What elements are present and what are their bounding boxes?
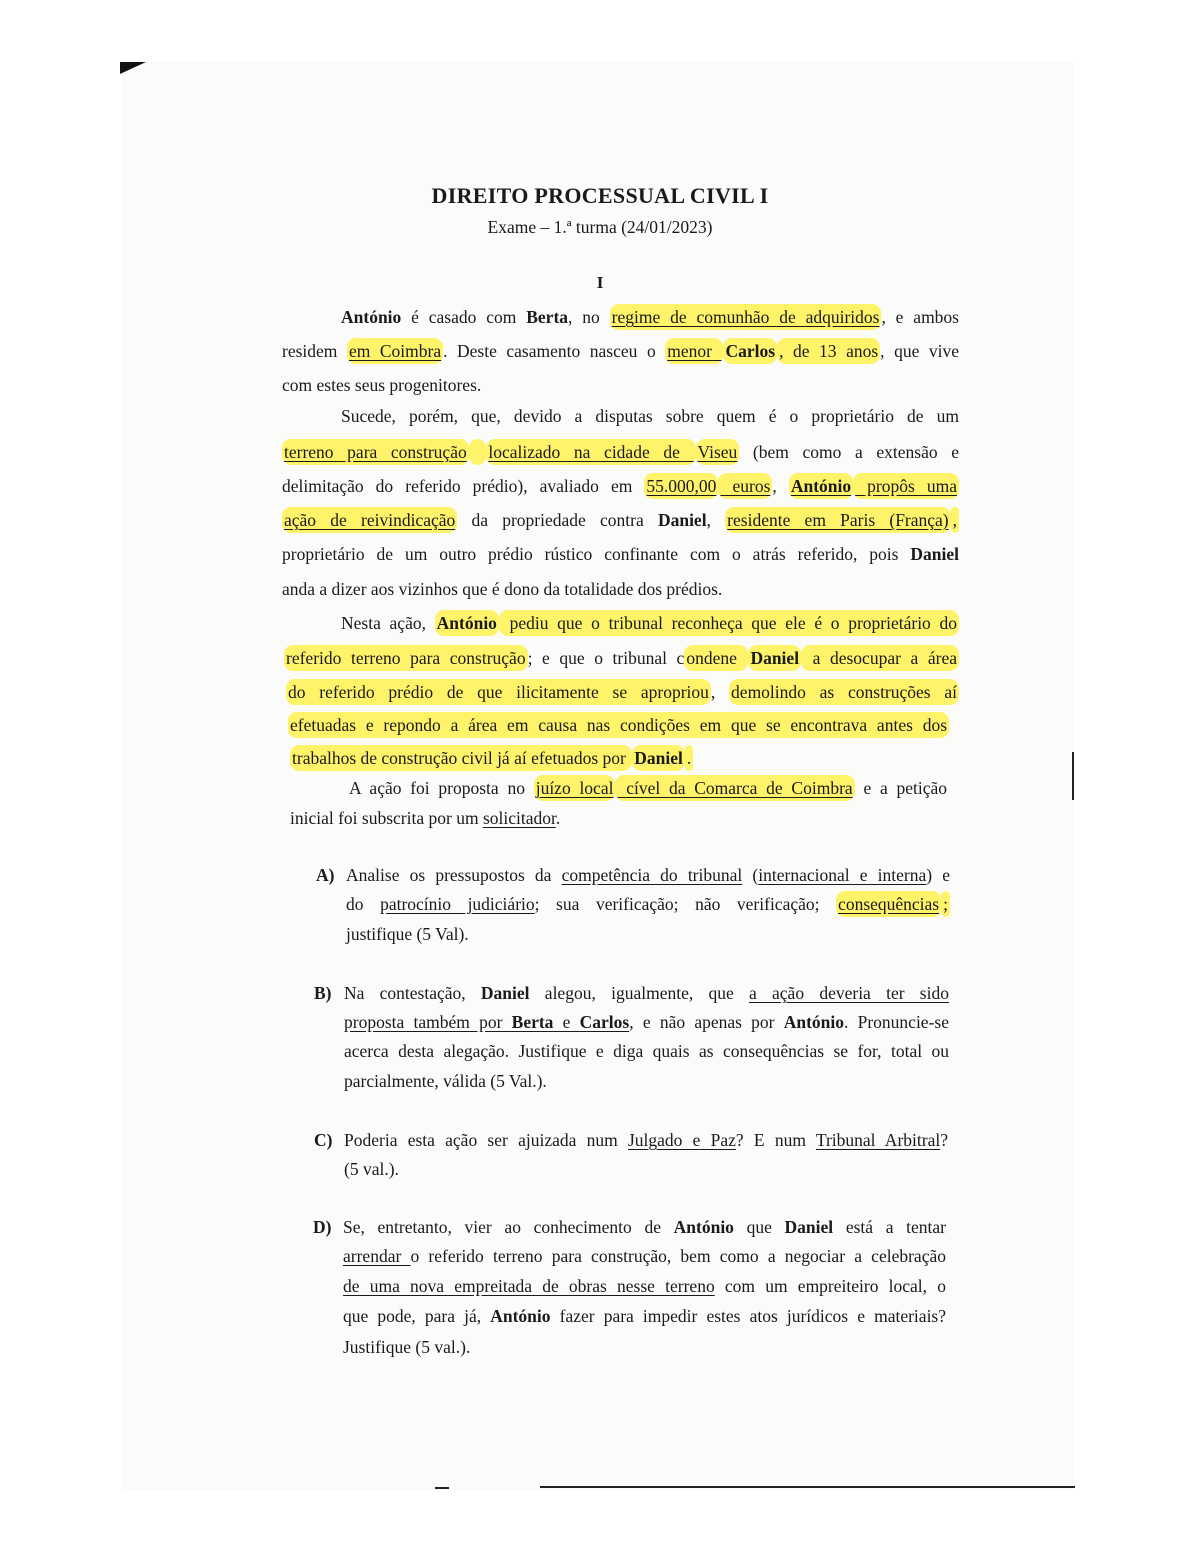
exam-title: DIREITO PROCESSUAL CIVIL I bbox=[431, 183, 769, 208]
case-line-14: trabalhos de construção civil já aí efetuados por Daniel . bbox=[290, 746, 693, 770]
question-b-line-4: parcialmente, válida (5 Val.). bbox=[344, 1071, 547, 1091]
case-line-13: efetuadas e repondo a área em causa nas condições em que se encontrava antes dos bbox=[288, 713, 949, 737]
question-d-label: D) bbox=[313, 1217, 332, 1237]
question-d-line-4: que pode, para já, António fazer para impedir estes atos jurídicos e materiais? bbox=[343, 1306, 947, 1326]
case-line-1: António é casado com Berta, no regime de comunhão de adquiridos , e ambos bbox=[341, 305, 959, 329]
scan-bottom-dash bbox=[435, 1487, 449, 1489]
question-a-line-2: do patrocínio judiciário; sua verificação; não verificação; consequências ; bbox=[346, 892, 950, 916]
case-line-12: do referido prédio de que ilicitamente se apropriou , demolindo as construções aí bbox=[286, 680, 959, 704]
question-c-line-1: Poderia esta ação ser ajuizada num Julgado e Paz? E num Tribunal Arbitral? bbox=[344, 1130, 948, 1150]
case-line-2: residem em Coimbra . Deste casamento nasceu o menor Carlos , de 13 anos , que vive bbox=[282, 339, 959, 363]
case-line-5: terreno para construção localizado na cidade de Viseu (bem como a extensão e bbox=[282, 440, 959, 464]
scan-corner-mark bbox=[120, 62, 146, 74]
question-d-line-3: de uma nova empreitada de obras nesse terreno com um empreiteiro local, o bbox=[343, 1276, 946, 1296]
question-a-label: A) bbox=[316, 865, 335, 885]
case-line-16: inicial foi subscrita por um solicitador. bbox=[290, 808, 561, 828]
case-line-7: ação de reivindicação da propriedade contra Daniel, residente em Paris (França) , bbox=[282, 508, 959, 532]
question-b-line-3: acerca desta alegação. Justifique e diga quais as consequências se for, total ou bbox=[344, 1041, 949, 1061]
exam-subtitle: Exame – 1.ª turma (24/01/2023) bbox=[487, 217, 713, 237]
question-a-line-1: Analise os pressupostos da competência do tribunal (internacional e interna) e bbox=[346, 865, 951, 885]
scan-edge-mark bbox=[1072, 752, 1074, 800]
scan-bottom-edge bbox=[540, 1486, 1075, 1488]
case-line-10: Nesta ação, António pediu que o tribunal reconheça que ele é o proprietário do bbox=[341, 611, 959, 635]
case-line-6: delimitação do referido prédio), avaliado em 55.000,00 euros , António propôs uma bbox=[282, 474, 959, 498]
question-c-line-2: (5 val.). bbox=[344, 1159, 399, 1179]
case-line-15: A ação foi proposta no juízo local cível da Comarca de Coimbra e a petição bbox=[349, 776, 947, 800]
case-line-3: com estes seus progenitores. bbox=[282, 375, 482, 395]
question-b-label: B) bbox=[314, 983, 332, 1003]
question-d-line-1: Se, entretanto, vier ao conhecimento de António que Daniel está a tentar bbox=[343, 1217, 946, 1237]
case-line-8: proprietário de um outro prédio rústico confinante com o atrás referido, pois Daniel bbox=[282, 544, 959, 564]
case-line-4: Sucede, porém, que, devido a disputas sobre quem é o proprietário de um bbox=[341, 406, 959, 426]
question-a-line-3: justifique (5 Val). bbox=[346, 924, 469, 944]
question-c-label: C) bbox=[314, 1130, 333, 1150]
question-b-line-1: Na contestação, Daniel alegou, igualmente, que a ação deveria ter sido bbox=[344, 983, 949, 1003]
question-d-line-2: arrendar o referido terreno para construção, bem como a negociar a celebração bbox=[343, 1246, 946, 1266]
case-line-9: anda a dizer aos vizinhos que é dono da totalidade dos prédios. bbox=[282, 579, 723, 599]
question-b-line-2: proposta também por Berta e Carlos, e não apenas por António. Pronuncie-se bbox=[344, 1012, 949, 1032]
case-line-11: referido terreno para construção ; e que o tribunal c ondene Daniel a desocupar a área bbox=[284, 646, 959, 670]
section-number: I bbox=[596, 273, 604, 292]
question-d-line-5: Justifique (5 val.). bbox=[343, 1337, 471, 1357]
